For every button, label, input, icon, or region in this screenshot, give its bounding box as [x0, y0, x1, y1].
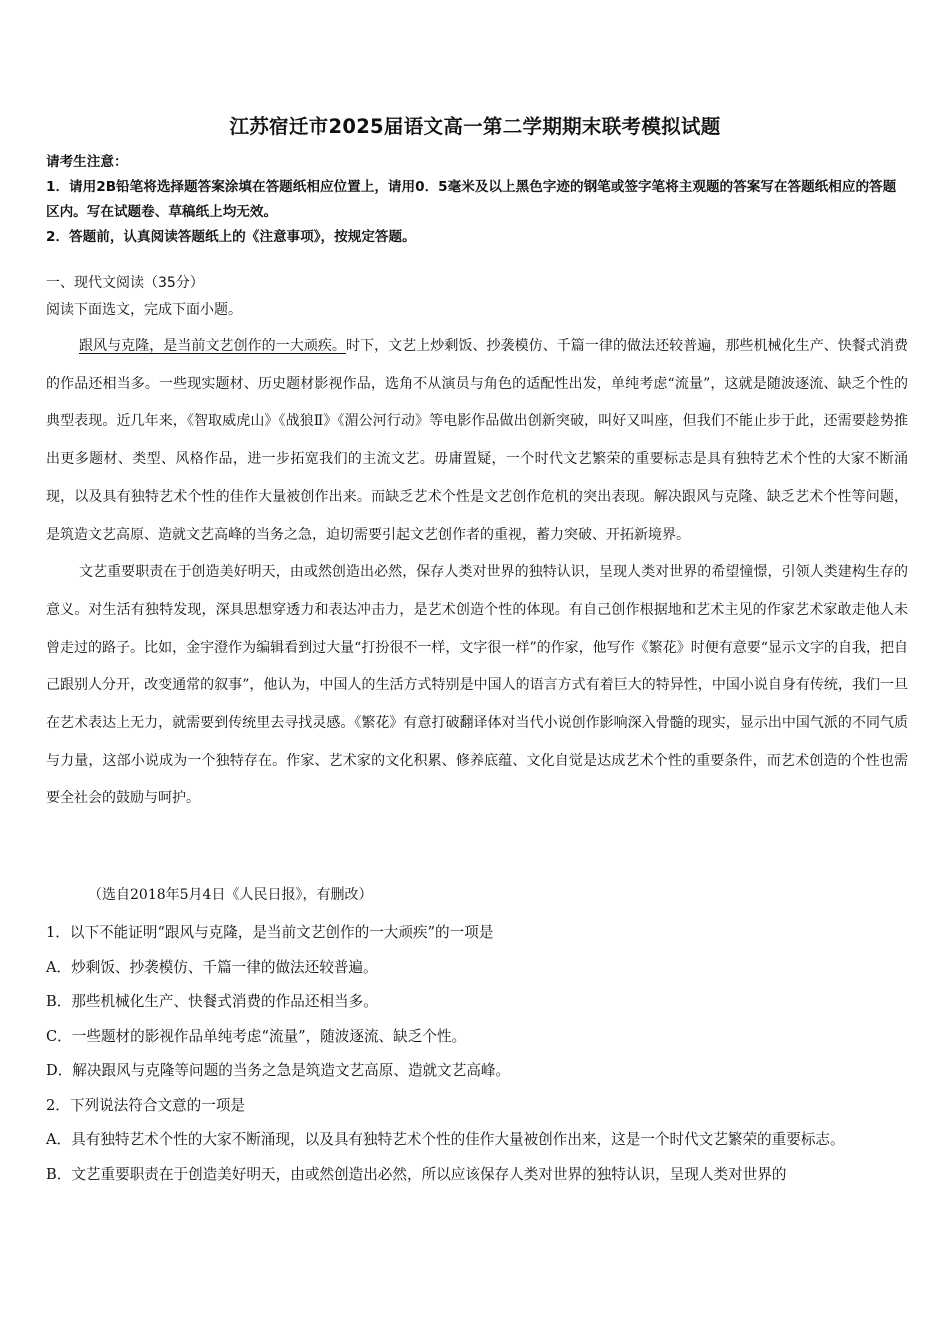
- passage-paragraph-2: 文艺重要职责在于创造美好明天，由或然创造出必然，保存人类对世界的独特认识，呈现人类对世界的希望憧憬，引领人类建构生存的意义。对生活有独特发现，深具思想穿透力和表达冲击力，是艺术创造个性的体现。有自己创作根据地和艺术主见的作家艺术家敢走他人未曾走过的路子。比如，金宇澄作为编辑看到过大量“打扮很不一样，文字很一样”的作家，他写作《繁花》时便有意要“显示文字的自我，把自己跟别人分开，改变通常的叙事”，他认为，中国人的生活方式特别是中国人的语言方式有着巨大的特异性，中国小说自身有传统，我们一旦在艺术表达上无力，就需要到传统里去寻找灵感。《繁花》有意打破翻译体对当代小说创作影响深入骨髓的现实，显示出中国气派的不同气质与力量，这部小说成为一个独特存在。作家、艺术家的文化积累、修养底蕴、文化自觉是达成艺术个性的重要条件，而艺术创造的个性也需要全社会的鼓励与呵护。: [46, 564, 908, 807]
- reading-passage: [46, 328, 908, 818]
- question-list: [46, 916, 908, 1192]
- exam-notice: [46, 150, 906, 250]
- question-1-option-a: A．炒剩饭、抄袭模仿、千篇一律的做法还较普遍。: [46, 958, 378, 976]
- notice-item-2: 2．答题前，认真阅读答题纸上的《注意事项》，按规定答题。: [46, 229, 416, 245]
- section-heading: 一、现代文阅读（35分）: [46, 275, 204, 291]
- notice-heading: 请考生注意：: [46, 154, 128, 170]
- paragraph-1-text: 时下，文艺上炒剩饭、抄袭模仿、千篇一律的做法还较普遍，那些机械化生产、快餐式消费的作品还相当多。一些现实题材、历史题材影视作品，选角不从演员与角色的适配性出发，单纯考虑“流量”，这就是随波逐流、缺乏个性的典型表现。近几年来，《智取威虎山》《战狼Ⅱ》《湄公河行动》等电影作品做出创新突破，叫好又叫座，但我们不能止步于此，还需要趁势推出更多题材、类型、风格作品，进一步拓宽我们的主流文艺。毋庸置疑，一个时代文艺繁荣的重要标志是具有独特艺术个性的大家不断涌现，以及具有独特艺术个性的佳作大量被创作出来。而缺乏艺术个性是文艺创作危机的突出表现。解决跟风与克隆、缺乏艺术个性等问题，是筑造文艺高原、造就文艺高峰的当务之急，迫切需要引起文艺创作者的重视，蓄力突破、开拓新境界。: [46, 338, 908, 543]
- question-2-option-b: B．文艺重要职责在于创造美好明天，由或然创造出必然，所以应该保存人类对世界的独特认识，呈现人类对世界的: [46, 1165, 787, 1183]
- question-1-option-b: B．那些机械化生产、快餐式消费的作品还相当多。: [46, 993, 378, 1010]
- notice-item-1: 1．请用2B铅笔将选择题答案涂填在答题纸相应位置上，请用0．5毫米及以上黑色字迹的钢笔或签字笔将主观题的答案写在答题纸相应的答题区内。写在试题卷、草稿纸上均无效。: [46, 179, 897, 220]
- passage-paragraph-1: [46, 328, 908, 554]
- question-1-option-c: C．一些题材的影视作品单纯考虑“流量”，随波逐流、缺乏个性。: [46, 1027, 467, 1045]
- question-1-option-d: D．解决跟风与克隆等问题的当务之急是筑造文艺高原、造就文艺高峰。: [46, 1062, 511, 1079]
- question-1-stem: 1．以下不能证明“跟风与克隆，是当前文艺创作的一大顽疾”的一项是: [46, 924, 494, 941]
- page-title: 江苏宿迁市2025届语文高一第二学期期末联考模拟试题: [229, 115, 721, 138]
- question-2-stem: 2．下列说法符合文意的一项是: [46, 1096, 246, 1114]
- underlined-thesis: 跟风与克隆，是当前文艺创作的一大顽疾。: [79, 338, 346, 354]
- passage-source: （选自2018年5月4日《人民日报》，有删改）: [88, 887, 373, 903]
- question-2-option-a: A．具有独特艺术个性的大家不断涌现，以及具有独特艺术个性的佳作大量被创作出来，这是一个时代文艺繁荣的重要标志。: [46, 1131, 845, 1148]
- section-intro: 阅读下面选文，完成下面小题。: [46, 302, 242, 318]
